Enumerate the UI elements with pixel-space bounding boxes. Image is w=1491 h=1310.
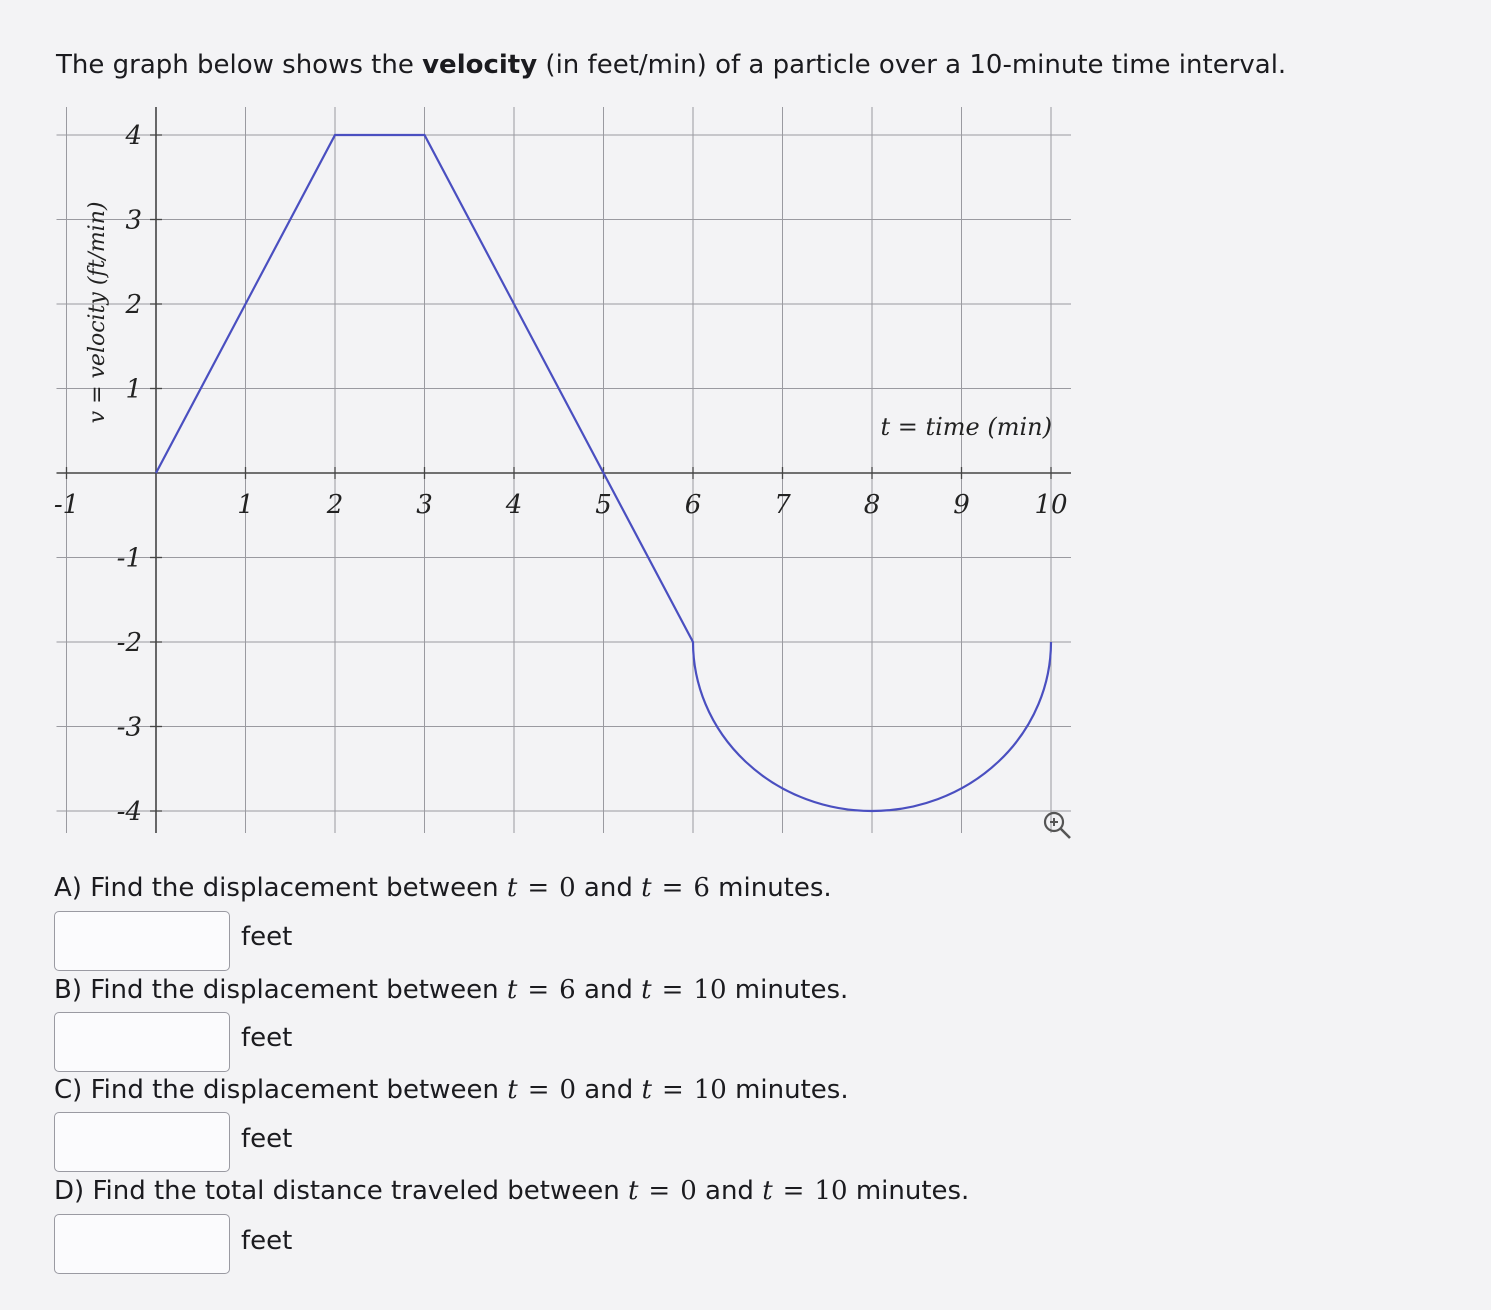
var-t: t — [641, 873, 652, 903]
grid — [57, 107, 1072, 833]
t-end: 10 — [814, 1176, 848, 1206]
and-word: and — [705, 1176, 754, 1206]
question-tail: minutes. — [735, 1075, 849, 1105]
var-t: t — [762, 1176, 773, 1206]
question-tail: minutes. — [718, 873, 832, 903]
t-end: 10 — [693, 975, 727, 1005]
t-start: 0 — [559, 1075, 577, 1105]
y-tick-label: 1 — [125, 374, 142, 405]
y-tick-label: -4 — [116, 797, 142, 827]
intro-text — [56, 50, 1286, 80]
equals: = — [527, 1075, 550, 1105]
question-tail: minutes. — [855, 1176, 970, 1206]
answer-c-unit: feet — [241, 1124, 293, 1154]
question-tail: minutes. — [734, 975, 849, 1005]
answer-a-unit: feet — [241, 922, 293, 952]
x-tick-label: 1 — [237, 490, 254, 520]
var-t: t — [627, 1176, 639, 1206]
question-b — [54, 975, 848, 1005]
y-tick-label: 3 — [125, 205, 142, 236]
equals: = — [527, 975, 550, 1005]
and-word: and — [583, 975, 633, 1005]
equals: = — [527, 873, 550, 903]
equals: = — [661, 975, 684, 1005]
var-t: t — [507, 1075, 518, 1105]
x-tick-label: 4 — [505, 490, 523, 520]
question-letter: B) — [54, 975, 82, 1005]
question-letter: C) — [54, 1075, 83, 1105]
x-tick-label: 7 — [774, 490, 791, 520]
y-tick-label: -3 — [116, 712, 142, 743]
x-tick-label: 3 — [416, 490, 433, 520]
answer-c-input[interactable] — [54, 1112, 230, 1172]
question-text: Find the displacement between — [90, 1075, 499, 1105]
equals: = — [661, 873, 684, 903]
intro-prefix: The graph below shows the — [56, 50, 423, 80]
x-tick-label: 10 — [1034, 490, 1068, 520]
question-text: Find the displacement between — [90, 975, 499, 1005]
y-tick-label: 4 — [125, 121, 142, 151]
var-t: t — [506, 975, 518, 1005]
and-word: and — [584, 1075, 634, 1105]
var-t: t — [506, 873, 518, 903]
var-t: t — [641, 1075, 652, 1105]
equals: = — [648, 1176, 671, 1206]
question-a — [54, 873, 832, 903]
intro-bold: velocity — [422, 50, 538, 80]
x-tick-label: 8 — [863, 490, 881, 520]
and-word: and — [583, 873, 633, 903]
var-t: t — [641, 975, 652, 1005]
t-start: 6 — [559, 975, 576, 1005]
intro-suffix: (in feet/min) of a particle over a 10-minute time interval. — [537, 50, 1287, 80]
t-end: 6 — [693, 873, 710, 903]
answer-b-unit: feet — [241, 1023, 293, 1053]
answer-a-input[interactable] — [54, 911, 230, 971]
x-tick-label: 6 — [684, 490, 702, 520]
y-axis-label: v = velocity (ft/min) — [85, 201, 110, 424]
x-tick-label: -1 — [53, 490, 80, 520]
tick-labels — [54, 121, 1068, 827]
answer-d-input[interactable] — [54, 1214, 230, 1274]
x-tick-label: 9 — [953, 490, 970, 520]
t-start: 0 — [559, 873, 576, 903]
question-letter: D) — [54, 1176, 85, 1206]
t-start: 0 — [680, 1176, 697, 1206]
equals: = — [661, 1075, 684, 1105]
y-tick-label: -2 — [116, 628, 142, 658]
axes — [57, 107, 1072, 833]
y-tick-label: -1 — [116, 543, 142, 574]
zoom-icon[interactable] — [1040, 808, 1074, 842]
x-tick-label: 5 — [595, 490, 612, 520]
answer-b-input[interactable] — [54, 1012, 230, 1072]
question-text: Find the total distance traveled between — [92, 1176, 620, 1206]
t-end: 10 — [693, 1075, 727, 1105]
answer-d-unit: feet — [241, 1226, 293, 1256]
x-tick-label: 2 — [326, 490, 344, 520]
x-axis-label: t = time (min) — [880, 412, 1052, 441]
question-c — [54, 1075, 849, 1105]
question-text: Find the displacement between — [90, 873, 499, 903]
question-d — [54, 1176, 969, 1206]
equals: = — [782, 1176, 805, 1206]
velocity-chart — [40, 100, 1090, 860]
y-tick-label: 2 — [125, 290, 142, 320]
question-letter: A) — [54, 873, 82, 903]
